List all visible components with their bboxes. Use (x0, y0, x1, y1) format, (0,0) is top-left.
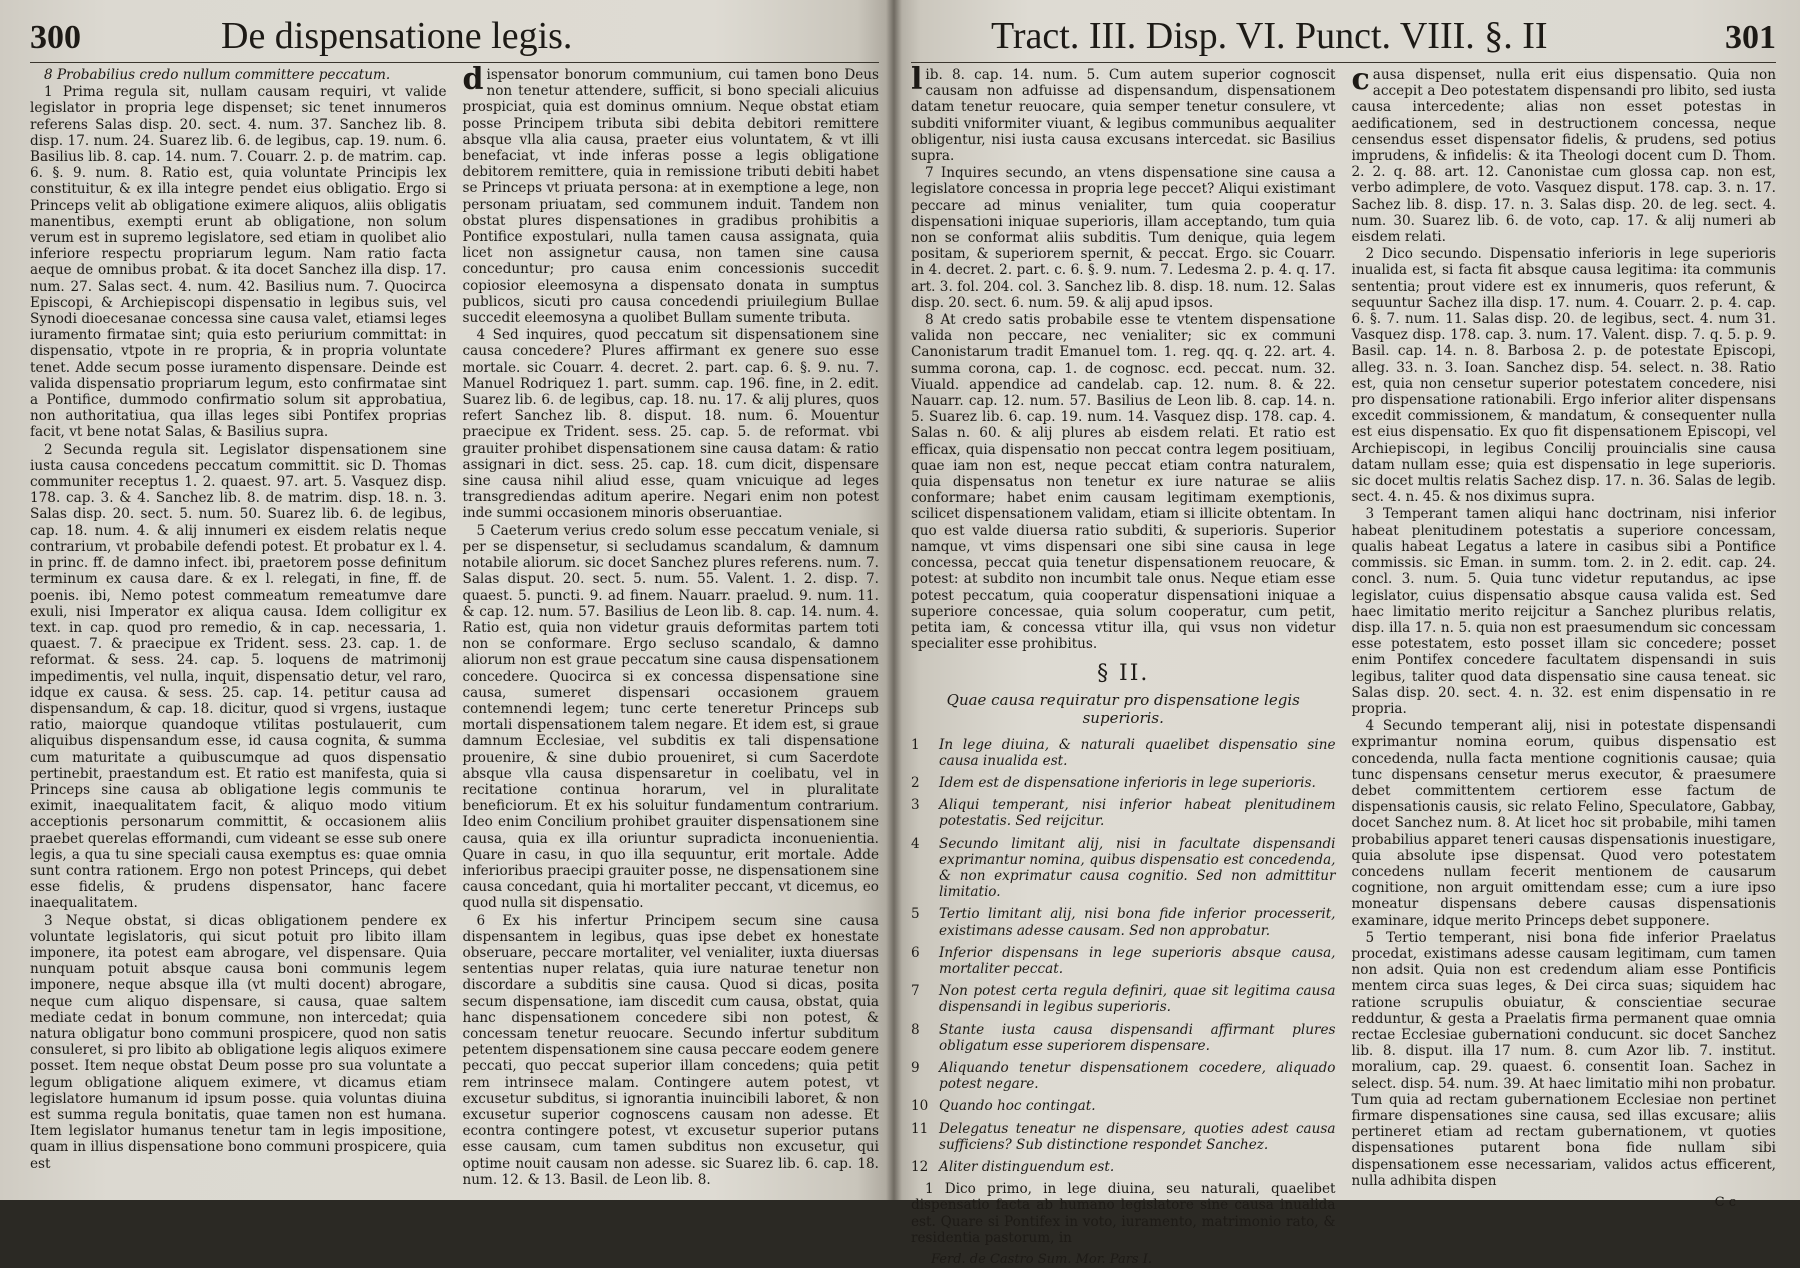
item-text: In lege diuina, & naturali quaelibet dispensatio sine causa inualida est. (939, 736, 1336, 769)
item-text: Aliter distinguendum est. (939, 1158, 1115, 1175)
paragraph: 8 Probabilius credo nullum committere peccatum. (44, 67, 391, 83)
item-number: 2 (911, 774, 920, 791)
item-number: 8 (911, 1021, 920, 1038)
list-item (911, 983, 1336, 1015)
item-text: Stante iusta causa dispensandi affirmant plures obligatum esse superiorem dispensare. (939, 1021, 1336, 1054)
footer-author: Ferd. de Castro Sum. Mor. Pars I. (931, 1252, 1152, 1267)
item-text: Idem est de dispensatione inferioris in lege superioris. (939, 774, 1316, 791)
paragraph: 2 Dico secundo. Dispensatio inferioris in lege superioris inualida est, si facta fit absque causa legitima: ita communis sententia; prout videre est ex innumeris, quos referunt, & sequuntur Sachez illa disp. 17. num. 4. Couarr. 2. p. 4. cap. 6. §. 7. num. 11. Salas disp. 20. de legibus, sect. 4. num 31. Vasquez disp. 178. cap. 3. num. 17. Valent. disp. 7. q. 5. p. 9. Basil. cap. 14. n. 8. Barbosa 2. p. de potestate Episcopi, alleg. 33. n. 3. Ioan. Sanchez disp. 54. select. n. 38. Ratio est, quia non censetur superior potestatem concedere, nisi pro dispensatione rationabili. Ergo inferior aliter dispensans excedit commissionem, & mandatum, & consequenter nulla est eius dispensatio. Ex quo fit dispensationem Episcopi, vel Archiepiscopi, in legibus Concilij prouincialis sine causa datam nullam esse; quia est dispensatio in lege superioris. sic docet multis relatis Sachez disp. 17. n. 36. Salas de legib. sect. 4. n. 45. & nos diximus supra. (1351, 246, 1776, 506)
list-item (911, 906, 1336, 938)
item-text: Secundo limitant alij, nisi in facultate dispensandi exprimantur nomina, quibus dispensatio est concedenda, & non exprimatur causa cognitio. Sed non admittitur limitatio. (939, 835, 1336, 901)
left-page (0, 0, 893, 1200)
paragraph: 7 Inquires secundo, an vtens dispensatione sine causa a legislatore concessa in propria lege peccet? Aliqui existimant peccare ad minus venialiter, tum quia cooperatur dispensationi iniquae superioris, illam acceptando, tum quia non se conformat aliis subditis. Tum denique, quia legem positam, & superiorem spernit, & peccat. Ergo. sic Couarr. in 4. decret. 2. part. c. 6. §. 9. num. 7. Ledesma 2. p. 4. q. 17. art. 3. fol. 204. col. 3. Sanchez lib. 8. disp. 18. num. 12. Salas disp. 20. sect. 6. num. 59. & alij apud ipsos. (911, 165, 1336, 311)
list-item (911, 1121, 1336, 1153)
paragraph: 8 At credo satis probabile esse te vtentem dispensatione valida non peccare, nec venialiter; sic ex communi Canonistarum tradit Emanuel tom. 1. reg. qq. q. 22. art. 4. summa corona, cap. 1. de cognosc. ecd. peccat. num. 32. Viuald. appendice ad candelab. cap. 12. num. 8. & 22. Nauarr. cap. 12. num. 57. Basilius de Leon lib. 8. cap. 14. n. 5. Suarez lib. 6. cap. 19. num. 14. Vasquez disp. 178. cap. 4. Salas n. 60. & alij plures ab eisdem relati. Et ratio est efficax, quia dispensatio non peccat contra legem positiuam, quae iam non est, neque peccat etiam contra naturalem, quia dispensatus non tenetur ex iure naturae se aliis conformare; habet enim causam legitimam exemptionis, scilicet dispensationem validam, etiam si illicite obtentam. In quo est valde diuersa ratio subditi, & superioris. Superior namque, vt vims dispensari one sibi sine causa in lege concessa, peccat quia tenetur dispensationem reuocare, & potest: at subdito non incumbit tale onus. Neque etiam esse potest peccatum, quia cooperatur dispensationi iniquae a superiore concessae, quia solum cooperatur, cum petit, petita iam, & concessa vtitur illa, qui vsus non videtur specialiter esse prohibitus. (911, 312, 1336, 653)
list-item (911, 945, 1336, 977)
paragraph: 4 Sed inquires, quod peccatum sit dispensationem sine causa concedere? Plures affirmant ex genere suo esse mortale. sic Couarr. 4. decret. 2. part. cap. 6. §. 9. nu. 7. Manuel Rodriquez 1. part. summ. cap. 196. fine, in 2. edit. Suarez lib. 6. de legibus, cap. 18. nu. 17. & alij plures, quos refert Sanchez lib. 8. disput. 18. num. 6. Mouentur praecipue ex Trident. sess. 25. cap. 5. de reformat. vbi grauiter prohibet dispensationem sine causa datam: & ratio assignari in dict. sess. 25. cap. 18. cum dicit, dispensare sine causa nihil aliud esse, quam vnicuique ad leges transgrediendas aditum aperire. Negari enim non potest inde summi occasionem minoris obseruantiae. (462, 327, 879, 522)
list-item (911, 1098, 1336, 1114)
item-text: Inferior dispensans in lege superioris absque causa, mortaliter peccat. (939, 944, 1336, 977)
list-item (911, 797, 1336, 829)
signature-line (1352, 1195, 1777, 1211)
paragraph: 1 Prima regula sit, nullam causam requiri, vt valide legislator in propria lege dispenset; sic tenet innumeros referens Salas disp. 20. sect. 4. num. 37. Sanchez lib. 8. disp. 17. num. 24. Suarez lib. 6. de legibus, cap. 19. num. 6. Basilius lib. 8. cap. 14. num. 7. Couarr. 2. p. de matrim. cap. 6. §. 9. num. 8. Ratio est, quia voluntate Principis lex constituitur, & ex illa integre pendet eius obligatio. Ergo si Princeps velit ab obligatione eximere aliquos, aliis obligatis manentibus, exempti erunt ab obligatione, non solum verum est in supremo legislatore, sed etiam in quolibet alio inferiore respectu propriarum legum. Nam ratio facta aeque de omnibus probat. & ita docet Sanchez illa disp. 17. num. 27. Salas sect. 4. num. 42. Basilius num. 7. Quocirca Episcopi, & Archiepiscopi dispensatio in legibus suis, vel Synodi dioecesanae concessa sine causa valet, etiamsi leges iuramento firmatae sint; quia esto periurium committat: in dispensatio, vtpote in re propria, & in propria voluntate tenet. Adde secum posse iuramento dispensare. Deinde est valida dispensatio propriarum legum, esto confirmatae sint a Pontifice, dummodo confirmatio solum sit approbatiua, non authoritatiua, qua illas leges sibi Pontifex proprias facit, vt bene notat Salas, & Basilius supra. (30, 84, 447, 441)
item-text: Aliquando tenetur dispensationem cocedere, aliquado potest negare. (939, 1059, 1336, 1093)
paragraph: 3 Temperant tamen aliqui hanc doctrinam, nisi inferior habeat plenitudinem potestatis a superiore concessam, qualis habeat Legatus a latere in casibus sibi a Pontifice commissis. sic Eman. in summ. tom. 2. in 2. edit. cap. 24. concl. 3. num. 5. Quia tunc videtur reputandus, ac ipse legislator, cuius dispensatio absque causa valida est. Sed haec limitatio merito reijcitur a Sanchez pluribus relatis, disp. illa 17. n. 5. quia non est praesumendum sic concessam esse potestatem, esto posset illam sic concedere; posset enim Pontifex concedere facultatem dispensandi in suis legibus, taliter quod data dispensatio sine causa teneat. sic Salas disp. 20. sect. 4. n. 32. est enim dispensatio in re propria. (1351, 506, 1776, 717)
item-number: 12 (911, 1158, 929, 1175)
list-item (911, 1022, 1336, 1054)
list-item (911, 737, 1336, 769)
left-running-title: De dispensatione legis. (221, 15, 573, 57)
item-number: 7 (911, 983, 920, 1000)
left-running-head (30, 14, 879, 63)
item-text: Delegatus teneatur ne dispensare, quoties adest causa sufficiens? Sub distinctione respondet Sanchez. (939, 1120, 1336, 1153)
paragraph: 4 Secundo temperant alij, nisi in potestate dispensandi exprimantur nomina eorum, quibus dispensatio est concedenda, nulla facta mentione cognitionis causae; quia tunc dispensans censetur merus executor, & praesumere debet committentem certiorem esse factum de dispensationis causis, sic relato Felino, Speculatore, Gabbay, docet Sanchez num. 8. At licet hoc sit probabile, mihi tamen probabilius apparet teneri causas dispensationis inuestigare, quia absolute ipse dispensat. Quod vero potestatem concedens nullam fecerit mentionem de causarum cognitione, non arguit omittendam esse; cum a iure ipso moneatur dispensans debere causas dispensationis examinare, idque merito Princeps debet supponere. (1351, 718, 1776, 929)
right-column-1 (911, 62, 1336, 1268)
paragraph: causa dispenset, nulla erit eius dispensatio. Quia non accepit a Deo potestatem dispensandi pro libito, sed iusta causa intercedente; alias non esset potestas in aedificationem, sed in destructionem concessa, neque censendus esset dispensator fidelis, & prudens, sed potius imprudens, & infidelis: & ita Theologi docent cum D. Thom. 2. 2. q. 88. art. 12. Canonistae cum glossa cap. non est, verbo adimplere, de voto. Vasquez disput. 178. cap. 3. n. 17. Sachez lib. 8. disp. 17. n. 3. Salas disp. 20. de leg. sect. 4. num. 30. Suarez lib. 6. de voto, cap. 17. & alij numeri ab eisdem relati. (1351, 62, 1776, 246)
section-title: § II. (1097, 661, 1150, 687)
paragraph: lib. 8. cap. 14. num. 5. Cum autem superior cognoscit causam non adfuisse ad dispensandum, dispensationem datam tenetur reuocare, quia semper tenetur consulere, vt subditi vniformiter viuant, & legibus communibus aequaliter obligentur, nisi iusta causa excusans intercedat. sic Basilius supra. (911, 62, 1336, 165)
summary-list (911, 737, 1336, 1176)
item-number: 11 (911, 1120, 929, 1137)
left-page-number: 300 (30, 19, 81, 56)
paragraph: 3 Neque obstat, si dicas obligationem pendere ex voluntate legislatoris, qui sicut potuit pro libito illam imponere, ita potest eam abrogare, vel dispensare. Quia nunquam potuit absque causa boni communis legem imponere, neque absque illa (vt multi docent) abrogare, neque cum aliquo dispensare, si causa, quae saltem mediate cedat in bonum commune, non intercedat; quia natura obligatur bono communi prospicere, quod non satis consuleret, si pro libito ab obligatione legis aliquos eximere posset. Item neque obstat Deum posse pro sua voluntate a legum obligatione aliquem eximere, vt dicamus etiam legislatore humanum id ipsum posse. quia voluntas diuina est summa regula bonitatis, quae tamen non est humana. Item legislator humanus tenetur tam in legis impositione, quam in illius dispensatione bono communi prospicere, quia est (30, 912, 447, 1172)
item-number: 4 (911, 835, 920, 852)
section-subtitle: Quae causa requiratur pro dispensatione legis superioris. (946, 690, 1300, 727)
item-number: 1 (911, 736, 920, 753)
right-page (893, 0, 1800, 1267)
left-column-1 (30, 67, 447, 1189)
list-item (911, 775, 1336, 791)
paragraph: dispensator bonorum communium, cui tamen bono Deus non tenetur attendere, sufficit, si bono speciali alicuius prospiciat, quia est dominus omnium. Neque obstat etiam posse Principem tributa sibi debita debitori remittere absque vlla alia causa, praeter eius voluntatem, & vt illi benefaciat, vt inde inferas posse a legis obligatione debitorem remittere, quia in remissione tributi debiti habet se Princeps vt priuata persona: at in exemptione a lege, non personam priuatam, sed communem induit. Tandem non obstat plures dispensationes in gradibus prohibitis a Pontifice expostulari, nulla tamen causa assignata, quia licet non assignetur causa, non tamen sine causa conceduntur; pro causa enim concessionis succedit copiosior eleemosyna a dispensato donata in sumptus publicos, sicuti pro causa concedendi priuilegium Bullae succedit eleemosyna a quolibet Bullam sumente tributa. (462, 62, 879, 327)
left-columns (30, 62, 879, 1189)
item-text: Non potest certa regula definiri, quae sit legitima causa dispensandi in legibus superioris. (939, 983, 1336, 1016)
right-column-2 (1351, 62, 1777, 1268)
signature-mark: C c (1714, 1195, 1736, 1211)
paragraph: 1 Dico primo, in lege diuina, seu naturali, quaelibet dispensatio facta ab humano legislatore sine causa inualida est. Quare si Pontifex in voto, iuramento, matrimonio rato, & residentia pastorum, in (911, 1181, 1336, 1246)
left-column-2 (462, 62, 880, 1189)
right-page-number: 301 (1725, 19, 1776, 56)
item-text: Quando hoc contingat. (939, 1098, 1096, 1115)
right-running-title: Tract. III. Disp. VI. Punct. VIII. §. II (991, 15, 1548, 57)
list-item (911, 836, 1336, 901)
item-number: 6 (911, 944, 920, 961)
paragraph: 5 Tertio temperant, nisi bona fide inferior Praelatus procedat, existimans adesse causam legitimam, cum tamen non adsit. Quia non est credendum aliam esse Pontificis mentem circa suas leges, & Dei circa suas; siquidem hac ratione scrupulis obuiatur, & conscientiae securae redduntur, & gesta a Praelatis firma permanent quae omnia rectae Ecclesiae gubernationi conducunt. sic docet Sanchez lib. 8. disput. illa 17 num. 8. cum Azor lib. 7. institut. moralium, cap. 29. quaest. 6. consentit Ioan. Sachez in select. disp. 54. num. 39. At haec limitatio mihi non probatur. Tum quia ad rectam gubernationem Ecclesiae non pertinet firmare dispensationes sine causa, sed illas excusare; aliis pertineret etiam ad rectam gubernationem, vt quoties dispensationes putarent bona fide nullam sibi dispensationem esse necessariam, validos actus efficerent, nulla adhibita dispen (1351, 929, 1776, 1189)
item-number: 10 (911, 1098, 929, 1115)
right-columns (911, 62, 1776, 1268)
list-item (911, 1159, 1336, 1175)
page-footer (911, 1252, 1336, 1268)
item-number: 5 (911, 906, 920, 923)
right-running-head (911, 14, 1776, 63)
paragraph: 6 Ex his infertur Principem secum sine causa dispensantem in legibus, quas ipse debet ex honestate obseruare, peccare mortaliter, vel venialiter, iuxta diuersas sententias nuper relatas, quia iure naturae tenetur non discordare a subditis sine causa. Quod si dicas, posita secum dispensatione, iam discedit cum causa, obstat, quia hanc dispensationem concedere sibi non potest, & concessam tenetur reuocare. Secundo infertur subditum petentem dispensationem sine causa peccare eodem genere peccati, quo peccat superior illam concedens; quia petit rem intrinsece malam. Contingere autem potest, vt excusetur subditus, si ignorantia inuincibili laboret, & non excusetur superior cognoscens causam non adesse. Et econtra contingere potest, vt excusetur superior putans esse causam, cum tamen subditus non excusetur, qui optime nouit causam non adesse. sic Suarez lib. 6. cap. 18. num. 12. & 13. Basil. de Leon lib. 8. (462, 912, 879, 1188)
item-number: 3 (911, 797, 920, 814)
item-number: 9 (911, 1059, 920, 1076)
paragraph: 2 Secunda regula sit. Legislator dispensationem sine iusta causa concedens peccatum committit. sic D. Thomas communiter receptus 1. 2. quaest. 97. art. 5. Vasquez disp. 178. cap. 3. & 4. Sanchez lib. 8. de matrim. disp. 18. n. 3. Salas disp. 20. sect. 5. num. 50. Suarez lib. 6. de legibus, cap. 18. num. 4. & alij innumeri ex eisdem relatis neque contrarium, vt probabile defendi potest. Et probatur ex l. 4. in princ. ff. de damno infect. ibi, praetorem posse definitum terminum ex causa dare. & ex l. relegati, in fine, ff. de poenis. ibi, Nemo potest commeatum remeatumve dare exuli, nisi Imperator ex aliqua causa. Idem colligitur ex text. in cap. quod pro remedio, & in cap. necessaria, 1. quaest. 7. & praecipue ex Trident. sess. 23. cap. 1. de reformat. & sess. 24. cap. 5. loquens de matrimonij impedimentis, vel nulla, inquit, dispensatio detur, vel raro, idque ex causa. & sess. 25. cap. 14. petitur causa ad dispensandum, & cap. 18. dicitur, quod si vrgens, iustaque ratio, maiorque quandoque vtilitas postulauerit, cum aliquibus dispensandum esse, id causa cognita, & summa cum maturitate a quibuscumque ad quos dispensatio pertinebit, praestandum est. Et ratio est manifesta, quia si Princeps sine causa ab obligatione legis communis te eximit, inaequalitatem facit, & aliquo modo vitium acceptionis personarum committit, & occasionem aliis praebet querelas efformandi, cum videant se esse sub onere legis, a qua tu sine speciali causa exemptus es: quae omnia sunt contra rationem. Ergo non potest Princeps, qui debet esse fidelis, & prudens dispensator, hanc facere inaequalitatem. (30, 441, 447, 912)
list-item (911, 1060, 1336, 1092)
paragraph: 5 Caeterum verius credo solum esse peccatum veniale, si per se dispensetur, si secludamus scandalum, & damnum notabile aliorum. sic docet Sanchez plures referens. num. 7. Salas disput. 20. sect. 5. num. 55. Valent. 1. 2. disp. 7. quaest. 5. puncti. 9. ad finem. Nauarr. praelud. 9. num. 11. & cap. 12. num. 57. Basilius de Leon lib. 8. cap. 14. num. 4. Ratio est, quia non videtur grauis deformitas partem toti non se conformare. Ergo secluso scandalo, & damno aliorum non est graue peccatum sine causa dispensationem concedere. Quocirca si ex concessa dispensatione sine causa, sumeret dispensari occasionem grauem contemnendi legem; tunc certe teneretur Princeps sub mortali dispensationem talem negare. Et idem est, si graue damnum Ecclesiae, vel subditis ex tali dispensatione prouenire, & sine dubio proueniret, si cum Sacerdote absque vlla causa dispensaretur in coelibatu, vel in recitatione continua horarum, vel in pluralitate beneficiorum. Et ex his soluitur fundamentum contrarium. Ideo enim Concilium prohibet grauiter dispensationem sine causa, quia ex illa oriuntur supradicta inconuenientia. Quare in casu, in quo illa sequuntur, erit mortale. Adde inferioribus praecipi grauiter posse, ne dispensationem sine causa concedant, quia hi mortaliter peccant, vt dicemus, eo quod nulla sit dispensatio. (462, 522, 879, 912)
item-text: Tertio limitant alij, nisi bona fide inferior processerit, existimans adesse causam. Sed non approbatur. (939, 906, 1336, 939)
item-text: Aliqui temperant, nisi inferior habeat plenitudinem potestatis. Sed reijcitur. (939, 797, 1336, 830)
